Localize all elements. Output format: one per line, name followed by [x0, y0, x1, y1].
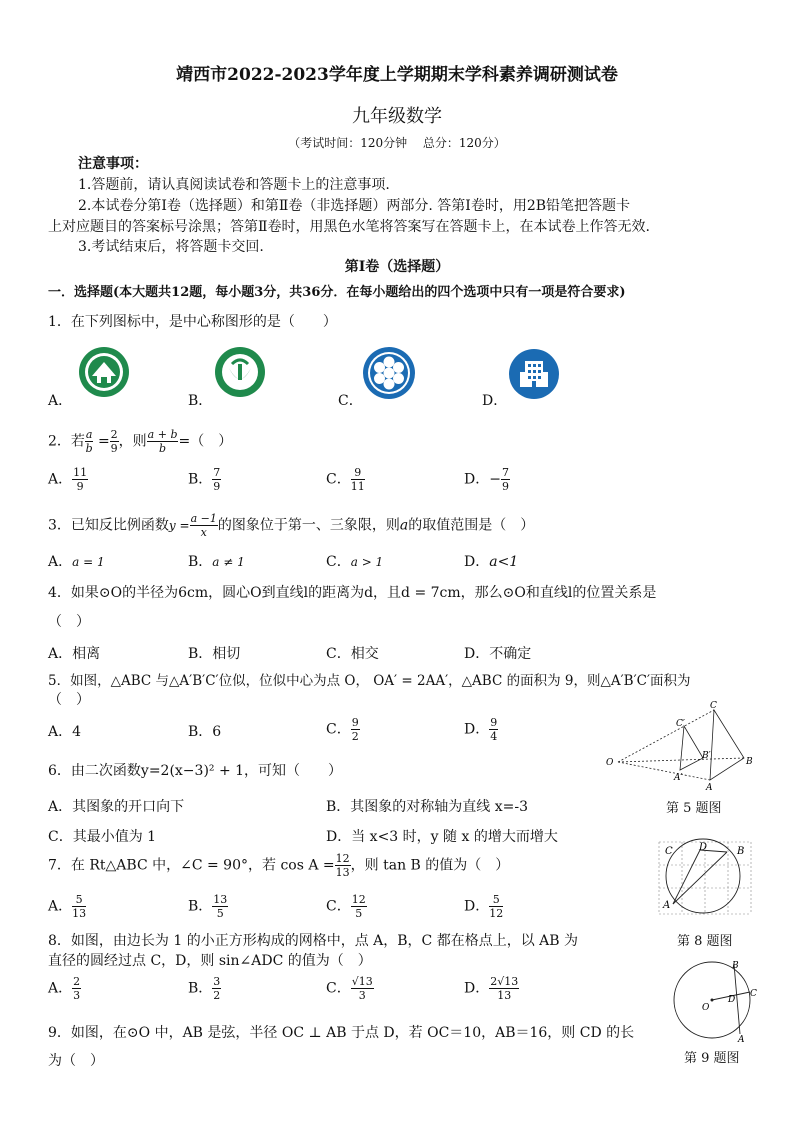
q9-figure — [670, 958, 760, 1042]
label-d: D — [728, 995, 736, 1005]
q6-option-c: C．其最小值为 1 — [48, 829, 157, 845]
label-o: O — [606, 758, 614, 768]
label-a: A — [663, 900, 671, 911]
q4-stem-line1: 4．如果⊙O的半径为6cm，圆心O到直线l的距离为d，且d = 7cm，那么⊙O和直线l的位置关系是 — [48, 585, 657, 601]
exam-subtitle: 九年级数学 — [352, 106, 442, 127]
exam-title: 靖西市2022-2023学年度上学期期末学科素养调研测试卷 — [176, 65, 618, 85]
q4-option-b: B．相切 — [188, 646, 241, 662]
label-o: O — [702, 1003, 710, 1013]
q3-option-d: D．a<1 — [464, 554, 519, 570]
q9-caption: 第 9 题图 — [684, 1051, 740, 1066]
q8-option-a: A． $\frac{2}{3}$ — [48, 975, 81, 1002]
q8-caption: 第 8 题图 — [677, 934, 733, 949]
notice-heading: 注意事项： — [78, 156, 148, 172]
forestry-emblem-icon — [78, 346, 130, 398]
q8-stem-line1: 8．如图，由边长为 1 的小正方形构成的网格中，点 A，B，C 都在格点上，以 AB 为 — [48, 933, 579, 949]
q6-option-a: A．其图象的开口向下 — [48, 799, 185, 815]
q9-stem-line1: 9．如图，在⊙O 中，AB 是弦，半径 OC ⊥ AB 于点 D，若 OC＝10，AB＝16，则 CD 的长 — [48, 1025, 635, 1041]
q1-stem: 1．在下列图标中，是中心称图形的是（ ） — [48, 314, 337, 330]
q3-option-c: C．a > 1 — [326, 554, 384, 570]
q8-option-c: C． $\frac{√13}{3}$ — [326, 975, 373, 1002]
building-logo-icon — [508, 348, 560, 400]
q4-option-d: D．不确定 — [464, 646, 532, 662]
q5-caption: 第 5 题图 — [666, 801, 722, 816]
q5-option-c: C． $\frac{9}{2}$ — [326, 716, 359, 743]
section-heading: 一．选择题(本大题共12题，每小题3分，共36分．在每小题给出的四个选项中只有一项是符合要求) — [48, 285, 626, 300]
part1-heading: 第Ⅰ卷（选择题） — [344, 259, 450, 275]
q6-option-d: D．当 x<3 时，y 随 x 的增大而增大 — [326, 829, 558, 845]
label-b1: B′ — [702, 751, 711, 761]
label-d: D — [699, 842, 708, 853]
q7-option-d: D． $\frac{5}{12}$ — [464, 893, 504, 920]
q1-option-b: B． — [188, 393, 213, 409]
notice-item-2a: 2.本试卷分第Ⅰ卷（选择题）和第Ⅱ卷（非选择题）两部分. 答第Ⅰ卷时，用2B铅笔把答题卡 — [78, 198, 631, 214]
q8-stem-line2: 直径的圆经过点 C，D，则 sin∠ADC 的值为（ ） — [48, 953, 372, 969]
label-c: C — [750, 989, 757, 999]
q5-figure — [606, 698, 766, 790]
q1-option-a: A． — [48, 393, 73, 409]
exam-info: （考试时间：120分钟 总分：120分） — [288, 136, 506, 150]
q9-stem-line2: 为（ ） — [48, 1053, 104, 1069]
notice-item-1: 1.答题前，请认真阅读试卷和答题卡上的注意事项. — [78, 177, 390, 193]
q7-option-c: C． $\frac{12}{5}$ — [326, 893, 366, 920]
label-c: C — [710, 701, 717, 711]
organic-food-emblem-icon — [214, 346, 266, 398]
notice-item-2b: 上对应题目的答案标号涂黑；答第Ⅱ卷时，用黑色水笔将答案写在答题卡上，在本试卷上作答无效. — [48, 219, 650, 235]
label-a: A — [738, 1035, 745, 1042]
q8-option-d: D． $\frac{2√13}{13}$ — [464, 975, 519, 1002]
q6-option-b: B．其图象的对称轴为直线 x=-3 — [326, 799, 529, 815]
q8-figure — [655, 838, 755, 920]
q7-option-b: B． $\frac{13}{5}$ — [188, 893, 228, 920]
q3-option-a: A．a = 1 — [48, 554, 105, 570]
q2-option-d: D．− $\frac{7}{9}$ — [464, 466, 509, 493]
q5-option-a: A．4 — [48, 724, 82, 740]
q2-stem: 2．若 $\frac{a}{b}$ = $\frac{2}{9}$ ，则 $\frac{a + b}{b}$ =（ ） — [48, 428, 233, 455]
q6-stem: 6．由二次函数y=2(x−3)² + 1，可知（ ） — [48, 763, 343, 779]
label-b: B — [737, 846, 745, 857]
q1-option-c: C． — [338, 393, 363, 409]
q7-option-a: A． $\frac{5}{13}$ — [48, 893, 87, 920]
q3-stem: 3．已知反比例函数y = $\frac{a -1}{x}$ 的图象位于第一、三象限，则a的取值范围是（ ） — [48, 512, 535, 539]
q7-stem: 7．在 Rt△ABC 中，∠C = 90°，若 cos A = $\frac{12}{13}$ ，则 tan B 的值为（ ） — [48, 852, 510, 879]
q5-stem-line1: 5．如图，△ABC 与△A′B′C′位似，位似中心为点 O， OA′ = 2AA′，△ABC 的面积为 9，则△A′B′C′面积为 — [48, 673, 691, 689]
q2-option-a: A． $\frac{11}{9}$ — [48, 466, 88, 493]
q8-option-b: B． $\frac{3}{2}$ — [188, 975, 221, 1002]
q4-option-c: C．相交 — [326, 646, 379, 662]
circles-logo-icon — [362, 346, 416, 400]
q5-option-d: D． $\frac{9}{4}$ — [464, 716, 498, 743]
label-a: A — [706, 783, 713, 790]
q2-option-c: C． $\frac{9}{11}$ — [326, 466, 365, 493]
q4-stem-line2: （ ） — [48, 614, 90, 630]
q4-option-a: A．相离 — [48, 646, 101, 662]
q3-option-b: B．a ≠ 1 — [188, 554, 245, 570]
label-c1: C′ — [676, 719, 685, 729]
label-b: B — [732, 961, 739, 971]
label-b: B — [746, 757, 753, 767]
q5-option-b: B．6 — [188, 724, 222, 740]
label-c: C — [665, 846, 673, 857]
q1-option-d: D． — [482, 393, 508, 409]
notice-item-3: 3.考试结束后，将答题卡交回. — [78, 239, 264, 255]
label-a1: A′ — [674, 773, 683, 783]
q2-option-b: B． $\frac{7}{9}$ — [188, 466, 221, 493]
q5-stem-line2: （ ） — [48, 692, 90, 708]
